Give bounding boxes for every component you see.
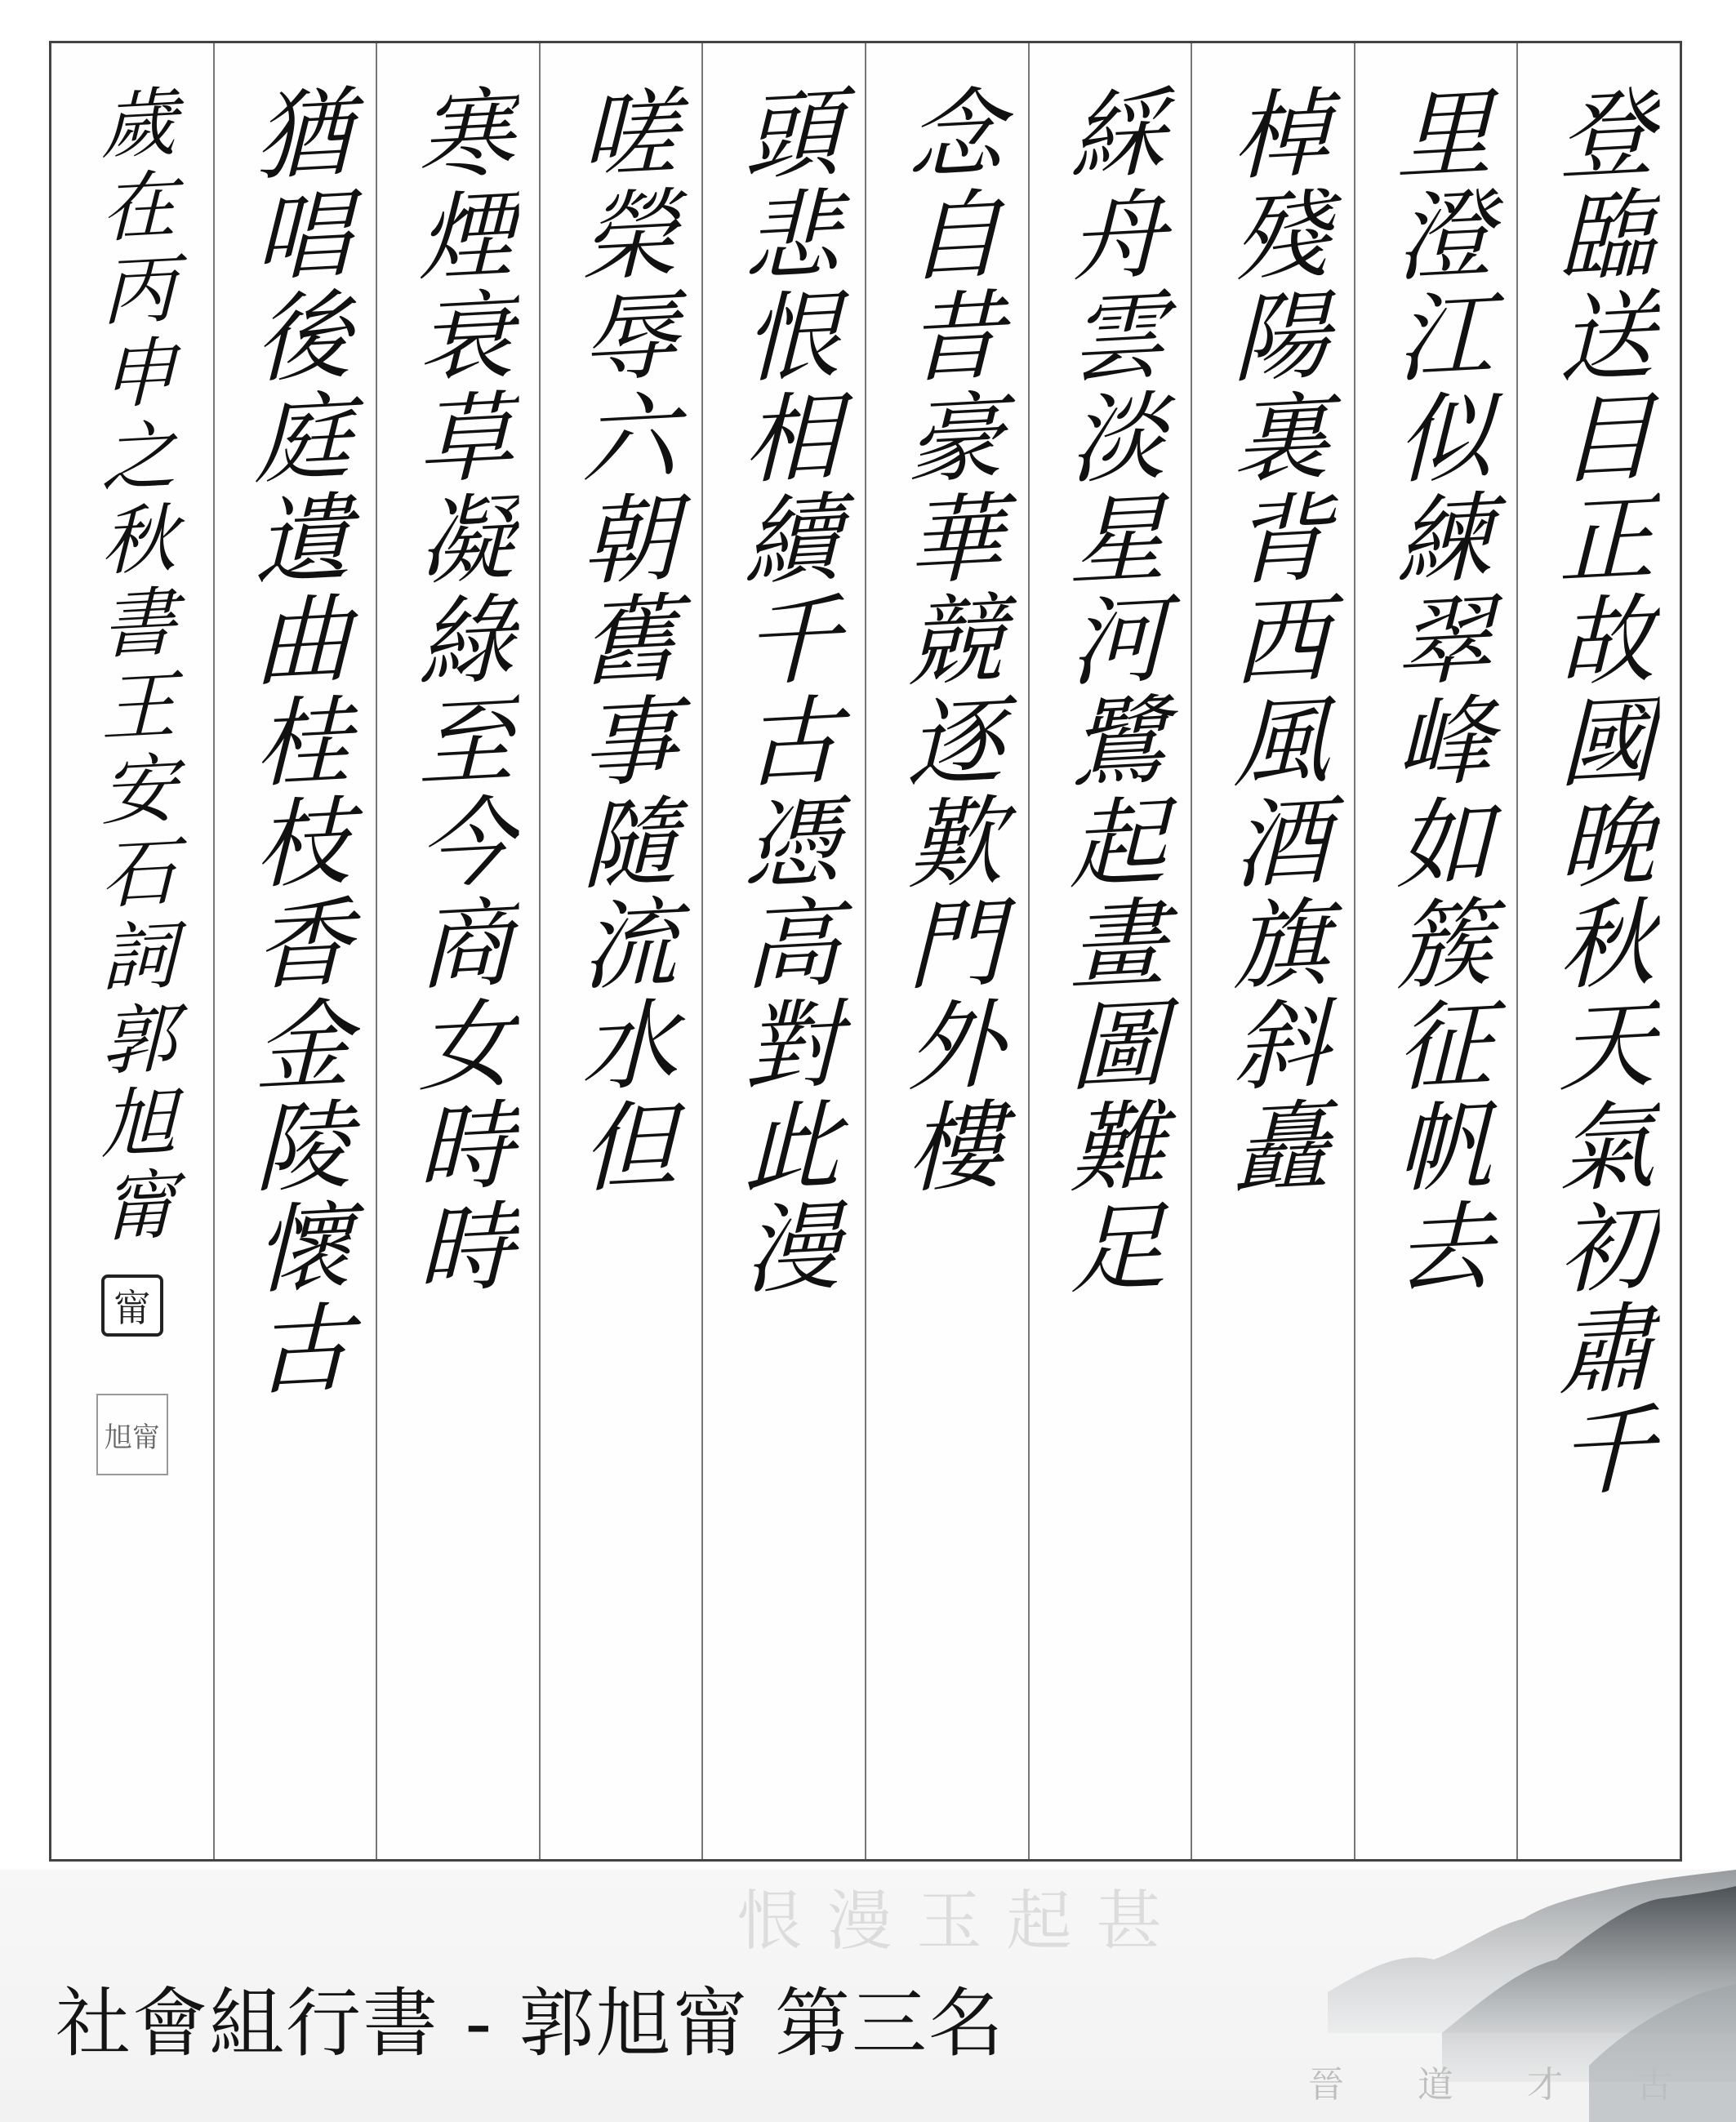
poem-column-6	[701, 43, 865, 1859]
page-title: 社會組行書 - 郭旭甯 第三名	[56, 1980, 1005, 2067]
poem-column-2	[1354, 43, 1517, 1859]
poem-column-text: 猶唱後庭遺曲桂枝香金陵懷古	[238, 81, 352, 1404]
name-seal-icon: 甯	[101, 1275, 163, 1337]
poem-column-7	[539, 43, 702, 1859]
signature-column	[51, 43, 213, 1859]
banner-watermark-text: 甚 起 玉 漫 恨	[726, 1886, 1161, 1968]
poem-column-text: 寒煙衰草凝綠至今商女時時	[402, 81, 515, 1302]
poem-column-text: 里澄江似練翠峰如簇征帆去	[1379, 81, 1493, 1302]
poem-column-3	[1191, 43, 1354, 1859]
poem-column-text: 嗟榮辱六朝舊事隨流水但	[564, 81, 678, 1201]
secondary-seal-icon: 旭甯	[96, 1394, 168, 1475]
poem-column-text: 登臨送目正故國晚秋天氣初肅千	[1542, 81, 1656, 1505]
poem-column-8	[376, 43, 539, 1859]
calligraphy-sheet	[49, 41, 1682, 1862]
poem-column-4	[1028, 43, 1191, 1859]
poem-column-text: 棹殘陽裏背西風酒旗斜矗	[1217, 81, 1330, 1201]
poem-column-text: 念自昔豪華競逐歎門外樓	[890, 81, 1004, 1201]
poem-column-5	[865, 43, 1028, 1859]
poem-column-9	[213, 43, 376, 1859]
poem-column-text: 頭悲恨相續千古憑高對此漫	[728, 81, 841, 1302]
signature-text: 歲在丙申之秋書王安石詞郭旭甯	[88, 82, 176, 1252]
banner-watermark-bottom: 晉 道 才 古	[1308, 2064, 1703, 2106]
poem-column-1	[1516, 43, 1680, 1859]
poem-column-text: 綵舟雲淡星河鷺起畫圖難足	[1053, 81, 1167, 1302]
